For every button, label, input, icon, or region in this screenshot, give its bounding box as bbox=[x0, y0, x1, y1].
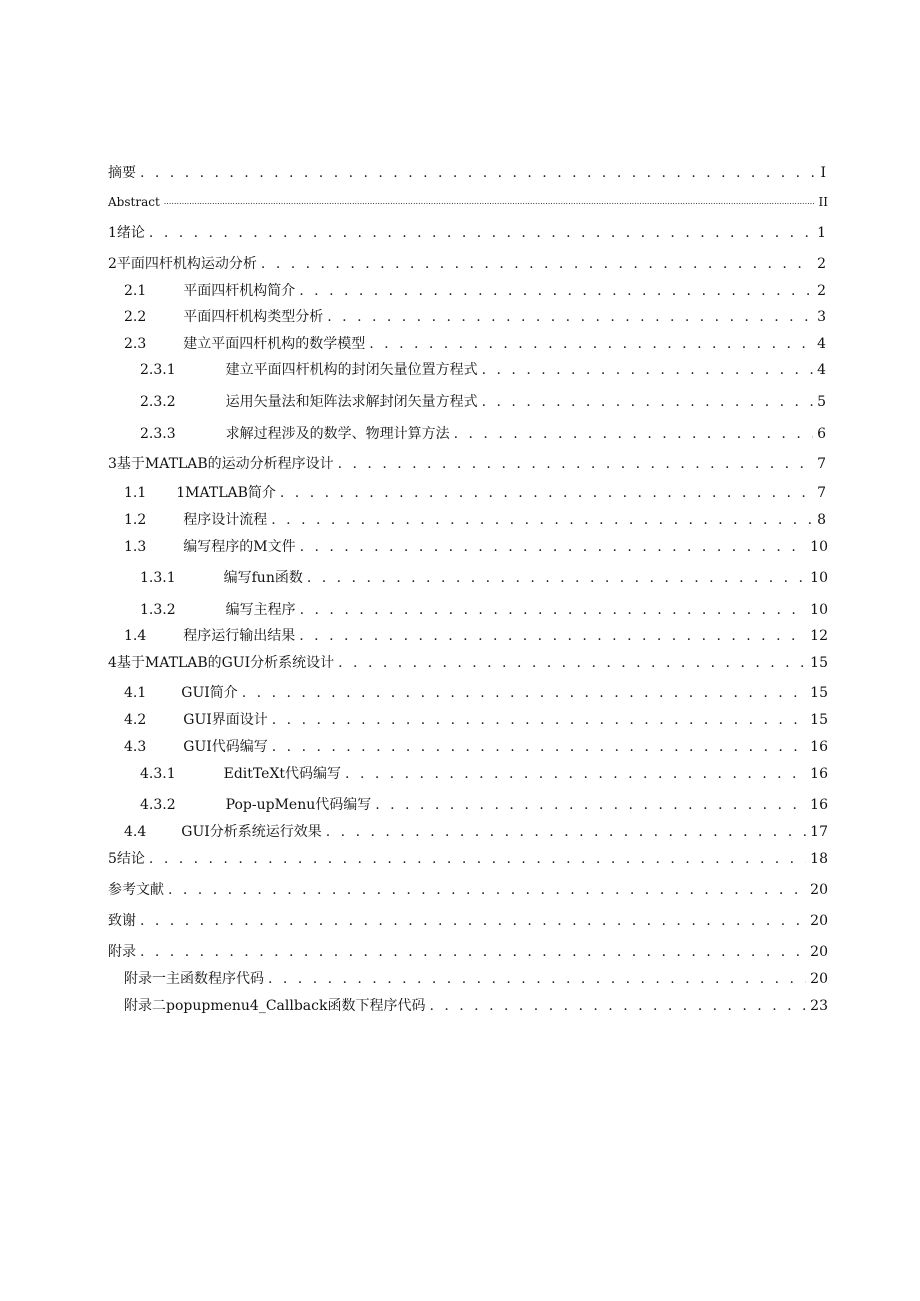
toc-entry-page: 17 bbox=[810, 824, 828, 840]
toc-entry-title: 运用矢量法和矩阵法求解封闭矢量方程式 bbox=[225, 394, 478, 410]
toc-entry-title: 摘要 bbox=[108, 165, 136, 181]
toc-entry-number: 4.2 bbox=[124, 712, 147, 728]
toc-entry-number: 2.3.3 bbox=[140, 426, 176, 442]
toc-entry[interactable] bbox=[0, 569, 828, 587]
toc-entry-page: 7 bbox=[817, 456, 826, 472]
toc-entry[interactable] bbox=[0, 224, 826, 242]
toc-entry-number: 4.3.1 bbox=[140, 766, 176, 782]
dot-leader bbox=[338, 654, 806, 672]
dot-leader bbox=[338, 455, 813, 473]
toc-entry-page: 10 bbox=[810, 602, 828, 618]
dot-leader bbox=[261, 255, 813, 273]
toc-entry-number: 4.4 bbox=[124, 824, 147, 840]
toc-entry-page: 10 bbox=[810, 570, 828, 586]
toc-entry-number: 2.3.1 bbox=[140, 362, 176, 378]
toc-entry[interactable] bbox=[0, 308, 826, 326]
toc-entry-page: 4 bbox=[817, 336, 826, 352]
toc-entry-number: 4.3 bbox=[124, 739, 147, 755]
toc-entry-page: 6 bbox=[817, 426, 826, 442]
toc-entry-title: 平面四杆机构类型分析 bbox=[183, 309, 324, 325]
dot-leader bbox=[268, 970, 806, 988]
dot-leader bbox=[326, 823, 806, 841]
toc-entry-title: GUI界面设计 bbox=[183, 712, 268, 728]
toc-entry[interactable] bbox=[0, 335, 826, 353]
toc-entry[interactable] bbox=[0, 538, 828, 556]
dot-leader bbox=[300, 601, 807, 619]
toc-entry-title: 附录一主函数程序代码 bbox=[124, 971, 264, 987]
dot-leader bbox=[271, 511, 813, 529]
toc-entry-page: 20 bbox=[810, 882, 828, 898]
toc-entry[interactable] bbox=[0, 627, 828, 645]
toc-entry-title: Pop-upMenu代码编写 bbox=[225, 797, 372, 813]
toc-entry-title: 求解过程涉及的数学、物理计算方法 bbox=[225, 426, 450, 442]
dot-leader bbox=[429, 997, 806, 1015]
toc-entry-page: 16 bbox=[810, 739, 828, 755]
dot-leader bbox=[300, 538, 807, 556]
toc-entry-title: 5结论 bbox=[108, 851, 145, 867]
toc-entry-page: 15 bbox=[810, 655, 828, 671]
toc-entry-title: 建立平面四杆机构的封闭矢量位置方程式 bbox=[225, 362, 478, 378]
toc-entry-title: GUI分析系统运行效果 bbox=[181, 824, 322, 840]
toc-entry-page: 10 bbox=[810, 539, 828, 555]
toc-entry-number: 4.1 bbox=[124, 685, 147, 701]
dot-leader bbox=[299, 282, 813, 300]
dot-leader bbox=[164, 193, 815, 211]
toc-entry[interactable] bbox=[0, 796, 828, 814]
toc-entry-page: 2 bbox=[817, 283, 826, 299]
toc-entry-title: GUI简介 bbox=[181, 685, 238, 701]
toc-entry[interactable] bbox=[0, 881, 828, 899]
toc-entry[interactable] bbox=[0, 425, 826, 443]
toc-entry-title: 程序运行输出结果 bbox=[183, 628, 296, 644]
toc-entry-number: 2.3 bbox=[124, 336, 147, 352]
toc-entry-number: 1.4 bbox=[124, 628, 147, 644]
toc-entry[interactable] bbox=[0, 654, 828, 672]
toc-entry-page: 7 bbox=[817, 485, 826, 501]
dot-leader bbox=[149, 224, 813, 242]
toc-entry[interactable] bbox=[0, 361, 826, 379]
toc-entry-title: 参考文献 bbox=[108, 882, 164, 898]
toc-entry-page: 16 bbox=[810, 766, 828, 782]
dot-leader bbox=[168, 881, 806, 899]
toc-entry-number: 1.3.1 bbox=[140, 570, 176, 586]
dot-leader bbox=[454, 425, 813, 443]
dot-leader bbox=[482, 393, 813, 411]
toc-entry-title: GUI代码编写 bbox=[183, 739, 268, 755]
toc-entry-page: 8 bbox=[817, 512, 826, 528]
toc-entry[interactable] bbox=[0, 255, 826, 273]
toc-entry-number: 1.3 bbox=[124, 539, 147, 555]
toc-entry[interactable] bbox=[0, 943, 828, 961]
toc-entry-page: 1 bbox=[817, 225, 826, 241]
toc-entry[interactable] bbox=[0, 484, 826, 502]
toc-entry-title: 程序设计流程 bbox=[183, 512, 268, 528]
dot-leader bbox=[327, 308, 813, 326]
toc-entry[interactable] bbox=[0, 684, 828, 702]
toc-entry-title: 平面四杆机构简介 bbox=[183, 283, 296, 299]
toc-entry[interactable] bbox=[0, 282, 826, 300]
toc-entry-page: 20 bbox=[810, 944, 828, 960]
toc-entry[interactable] bbox=[0, 393, 826, 411]
toc-entry[interactable] bbox=[0, 455, 826, 473]
toc-entry-number: 1.3.2 bbox=[140, 602, 176, 618]
toc-entry-number: 1.2 bbox=[124, 512, 147, 528]
toc-entry-title: Abstract bbox=[108, 195, 160, 209]
toc-entry[interactable] bbox=[0, 164, 826, 182]
dot-leader bbox=[369, 335, 813, 353]
toc-entry[interactable] bbox=[0, 193, 828, 211]
toc-entry-title: 致谢 bbox=[108, 913, 136, 929]
dot-leader bbox=[307, 569, 806, 587]
toc-entry-number: 2.2 bbox=[124, 309, 147, 325]
toc-entry-title: 3基于MATLAB的运动分析程序设计 bbox=[108, 456, 334, 472]
toc-entry-title: 附录 bbox=[108, 944, 136, 960]
toc-entry-title: 建立平面四杆机构的数学模型 bbox=[183, 336, 366, 352]
toc-entry[interactable] bbox=[0, 912, 828, 930]
dot-leader bbox=[140, 912, 806, 930]
toc-entry[interactable] bbox=[0, 850, 828, 868]
dot-leader bbox=[345, 765, 806, 783]
toc-entry-page: I bbox=[820, 165, 826, 181]
toc-entry[interactable] bbox=[0, 601, 828, 619]
dot-leader bbox=[299, 627, 806, 645]
toc-entry-page: 18 bbox=[810, 851, 828, 867]
toc-entry-page: 5 bbox=[817, 394, 826, 410]
dot-leader bbox=[482, 361, 813, 379]
toc-entry-title: 1绪论 bbox=[108, 225, 145, 241]
dot-leader bbox=[149, 850, 806, 868]
toc-entry-page: 20 bbox=[810, 971, 828, 987]
toc-entry[interactable] bbox=[0, 765, 828, 783]
dot-leader bbox=[140, 164, 816, 182]
dot-leader bbox=[242, 684, 806, 702]
toc-entry-page: 3 bbox=[817, 309, 826, 325]
dot-leader bbox=[140, 943, 806, 961]
toc-entry-title: EditTeXt代码编写 bbox=[223, 766, 342, 782]
toc-entry-title: 编写主程序 bbox=[225, 602, 296, 618]
toc-entry-title: 1MATLAB简介 bbox=[176, 485, 276, 501]
toc-entry-page: 16 bbox=[810, 797, 828, 813]
toc-entry[interactable] bbox=[0, 711, 828, 729]
dot-leader bbox=[375, 796, 806, 814]
toc-entry[interactable] bbox=[0, 511, 826, 529]
toc-entry-page: II bbox=[818, 195, 828, 209]
toc-entry-page: 15 bbox=[810, 685, 828, 701]
toc-entry-number: 2.1 bbox=[124, 283, 147, 299]
toc-entry-page: 20 bbox=[810, 913, 828, 929]
toc-entry[interactable] bbox=[0, 997, 828, 1015]
toc-entry-title: 编写程序的M文件 bbox=[183, 539, 296, 555]
toc-entry-page: 15 bbox=[810, 712, 828, 728]
dot-leader bbox=[272, 711, 806, 729]
toc-entry-number: 4.3.2 bbox=[140, 797, 176, 813]
toc-entry-page: 4 bbox=[817, 362, 826, 378]
toc-entry[interactable] bbox=[0, 823, 828, 841]
toc-entry-title: 编写fun函数 bbox=[223, 570, 303, 586]
toc-entry-number: 2.3.2 bbox=[140, 394, 176, 410]
toc-entry-number: 1.1 bbox=[124, 485, 147, 501]
dot-leader bbox=[272, 738, 806, 756]
toc-entry-page: 12 bbox=[810, 628, 828, 644]
toc-entry-title: 4基于MATLAB的GUI分析系统设计 bbox=[108, 655, 335, 671]
toc-entry-page: 23 bbox=[810, 998, 828, 1014]
toc-entry-title: 2平面四杆机构运动分析 bbox=[108, 256, 257, 272]
dot-leader bbox=[280, 484, 813, 502]
toc-entry-title: 附录二popupmenu4_Callback函数下程序代码 bbox=[124, 998, 426, 1014]
toc-entry-page: 2 bbox=[817, 256, 826, 272]
toc-entry[interactable] bbox=[0, 738, 828, 756]
toc-entry[interactable] bbox=[0, 970, 828, 988]
